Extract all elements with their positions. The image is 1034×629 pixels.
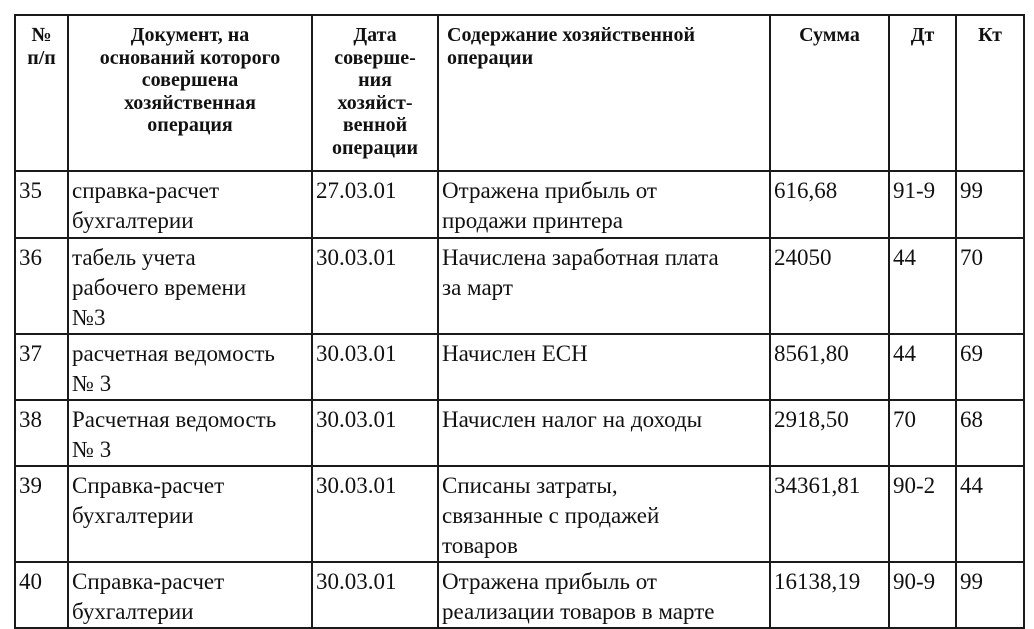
- cell-num: 40: [15, 562, 68, 628]
- cell-kt: 99: [956, 562, 1024, 628]
- cell-document: справка-расчет бухгалтерии: [68, 171, 312, 238]
- table-row: [15, 466, 1024, 562]
- cell-date: 30.03.01: [312, 400, 438, 466]
- cell-kt: 99: [956, 171, 1024, 238]
- cell-dt: 44: [889, 238, 956, 334]
- table-body: [15, 171, 1024, 628]
- header-sum: Сумма: [770, 15, 889, 171]
- operations-journal-table: [14, 14, 1025, 629]
- header-dt: Дт: [889, 15, 956, 171]
- cell-num: 36: [15, 238, 68, 334]
- cell-sum: 16138,19: [770, 562, 889, 628]
- table-row: [15, 334, 1024, 400]
- cell-kt: 68: [956, 400, 1024, 466]
- cell-content: Отражена прибыль от продажи принтера: [438, 171, 770, 238]
- cell-date: 30.03.01: [312, 562, 438, 628]
- header-kt: Кт: [956, 15, 1024, 171]
- table-row: [15, 562, 1024, 628]
- cell-content: Списаны затраты, связанные с продажей товаров: [438, 466, 770, 562]
- header-num: № п/п: [15, 15, 68, 171]
- cell-document: Расчетная ведомость № 3: [68, 400, 312, 466]
- cell-kt: 44: [956, 466, 1024, 562]
- table-header: [15, 15, 1024, 171]
- cell-sum: 616,68: [770, 171, 889, 238]
- cell-sum: 2918,50: [770, 400, 889, 466]
- header-document: Документ, на оснований которого совершена хозяйственная операция: [68, 15, 312, 171]
- cell-dt: 90-2: [889, 466, 956, 562]
- header-date: Дата соверше- ния хозяйст- венной операции: [312, 15, 438, 171]
- header-content: Содержание хозяйственной операции: [438, 15, 770, 171]
- cell-num: 39: [15, 466, 68, 562]
- cell-document: Справка-расчет бухгалтерии: [68, 562, 312, 628]
- cell-num: 38: [15, 400, 68, 466]
- table-row: [15, 400, 1024, 466]
- header-row: [15, 15, 1024, 171]
- cell-document: расчетная ведомость № 3: [68, 334, 312, 400]
- cell-document: Справка-расчет бухгалтерии: [68, 466, 312, 562]
- cell-date: 27.03.01: [312, 171, 438, 238]
- cell-date: 30.03.01: [312, 466, 438, 562]
- cell-content: Начислена заработная плата за март: [438, 238, 770, 334]
- table-row: [15, 238, 1024, 334]
- cell-date: 30.03.01: [312, 238, 438, 334]
- cell-num: 37: [15, 334, 68, 400]
- cell-kt: 69: [956, 334, 1024, 400]
- cell-content: Начислен ЕСН: [438, 334, 770, 400]
- cell-date: 30.03.01: [312, 334, 438, 400]
- cell-content: Начислен налог на доходы: [438, 400, 770, 466]
- cell-sum: 8561,80: [770, 334, 889, 400]
- cell-sum: 24050: [770, 238, 889, 334]
- cell-sum: 34361,81: [770, 466, 889, 562]
- cell-dt: 90-9: [889, 562, 956, 628]
- cell-document: табель учета рабочего времени №3: [68, 238, 312, 334]
- table-row: [15, 171, 1024, 238]
- cell-kt: 70: [956, 238, 1024, 334]
- cell-dt: 70: [889, 400, 956, 466]
- cell-num: 35: [15, 171, 68, 238]
- cell-dt: 91-9: [889, 171, 956, 238]
- cell-dt: 44: [889, 334, 956, 400]
- cell-content: Отражена прибыль от реализации товаров в марте: [438, 562, 770, 628]
